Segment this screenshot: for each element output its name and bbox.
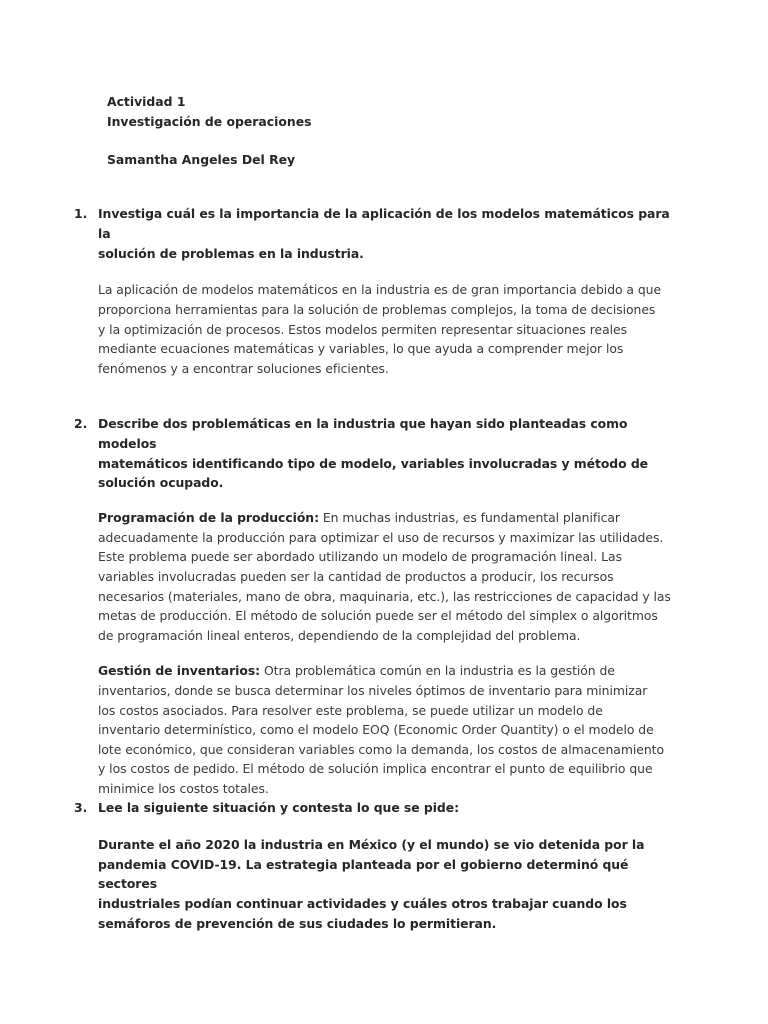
question-line: matemáticos identificando tipo de modelo, variables involucradas y método de xyxy=(98,455,649,471)
question-line: Lee la siguiente situación y contesta lo que se pide: xyxy=(98,800,459,815)
answer-line: adecuadamente la producción para optimizar el uso de recursos y maximizar las utilidades. xyxy=(98,529,664,545)
answer-line: Este problema puede ser abordado utilizando un modelo de programación lineal. Las xyxy=(98,549,622,565)
question-number: 3. xyxy=(74,800,88,815)
answer-line: La aplicación de modelos matemáticos en la industria es de gran importancia debido a que xyxy=(98,282,662,298)
question-1 xyxy=(74,204,674,378)
answer-line: de programación lineal enteros, dependiendo de la complejidad del problema. xyxy=(98,627,581,643)
answer-line: necesarios (materiales, mano de obra, maquinaria, etc.), las restricciones de capacidad y las xyxy=(98,588,671,604)
situation-paragraph xyxy=(98,835,674,934)
situation-line: semáforos de prevención de sus ciudades lo permitieran. xyxy=(98,915,497,931)
paragraph-lead: Programación de la producción: xyxy=(98,510,319,526)
author-name: Samantha Angeles Del Rey xyxy=(107,152,296,167)
situation-line: Durante el año 2020 la industria en México (y el mundo) se vio detenida por la xyxy=(98,836,645,852)
answer-paragraph xyxy=(98,280,674,378)
answer-line: En muchas industrias, es fundamental planificar xyxy=(318,510,620,526)
question-2 xyxy=(74,414,674,799)
question-number: 2. xyxy=(74,416,88,431)
document-header xyxy=(107,92,311,170)
answer-line: proporciona herramientas para la solución de problemas complejos, la toma de decisiones xyxy=(98,301,656,317)
question-3 xyxy=(74,798,674,934)
answer-line: inventarios, donde se busca determinar los niveles óptimos de inventario para minimizar xyxy=(98,682,648,698)
answer-line: lote económico, que consideran variables como la demanda, los costos de almacenamiento xyxy=(98,741,664,757)
activity-title: Actividad 1 xyxy=(107,94,186,109)
paragraph-lead: Gestión de inventarios: xyxy=(98,663,261,679)
answer-line: inventario determinístico, como el modelo EOQ (Economic Order Quantity) o el modelo de xyxy=(98,722,654,738)
question-line: Describe dos problemáticas en la industria que hayan sido planteadas como modelos xyxy=(98,416,628,451)
subject-title: Investigación de operaciones xyxy=(107,113,312,129)
answer-line: fenómenos y a encontrar soluciones eficientes. xyxy=(98,360,389,376)
answer-line: minimice los costos totales. xyxy=(98,780,269,796)
question-line: Investiga cuál es la importancia de la aplicación de los modelos matemáticos para la xyxy=(98,206,670,241)
question-line: solución de problemas en la industria. xyxy=(98,245,364,261)
question-text xyxy=(98,204,674,263)
answer-line: variables involucradas pueden ser la cantidad de productos a producir, los recursos xyxy=(98,568,614,584)
answer-line: y los costos de pedido. El método de solución implica encontrar el punto de equilibrio que xyxy=(98,761,653,777)
answer-line: Otra problemática común en la industria es la gestión de xyxy=(260,663,615,679)
answer-paragraph-production xyxy=(98,508,674,645)
question-number: 1. xyxy=(74,206,88,221)
answer-line: los costos asociados. Para resolver este problema, se puede utilizar un modelo de xyxy=(98,702,603,718)
question-line: solución ocupado. xyxy=(98,475,224,491)
situation-line: pandemia COVID-19. La estrategia planteada por el gobierno determinó qué sectores xyxy=(98,856,629,892)
question-text xyxy=(98,798,674,818)
answer-line: y la optimización de procesos. Estos modelos permiten representar situaciones reales xyxy=(98,321,627,337)
answer-paragraph-inventory xyxy=(98,661,674,798)
question-text xyxy=(98,414,674,493)
answer-line: metas de producción. El método de solución puede ser el método del simplex o algoritmos xyxy=(98,608,658,624)
situation-line: industriales podían continuar actividades y cuáles otros trabajar cuando los xyxy=(98,896,627,912)
answer-line: mediante ecuaciones matemáticas y variables, lo que ayuda a comprender mejor los xyxy=(98,341,624,357)
